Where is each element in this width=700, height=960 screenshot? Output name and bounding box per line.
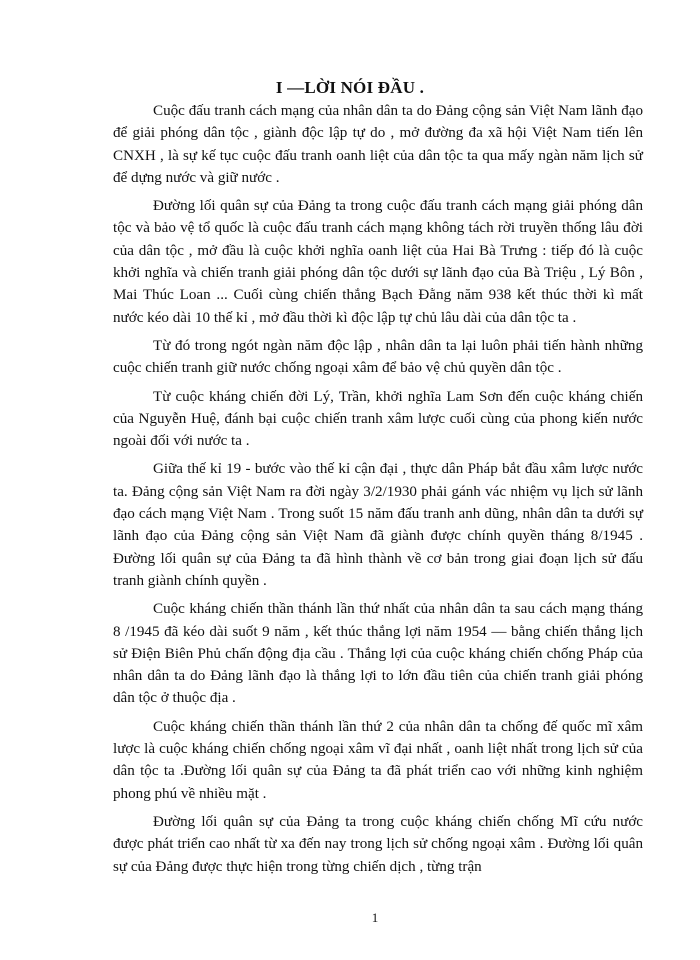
paragraph: Đường lối quân sự của Đảng ta trong cuộc đấu tranh cách mạng giải phóng dân tộc và bảo vệ tổ quốc là cuộc đấu tranh cách mạng không tách rời truyền thống lâu đời của dân tộc , mở đầu là cuộc khởi nghĩa oanh liệt của Hai Bà Trưng : tiếp đó là cuộc khởi nghĩa và chiến tranh giải phóng dân tộc dưới sự lãnh đạo của Bà Triệu , Lý Bôn , Mai Thúc Loan ... Cuối cùng chiến thắng Bạch Đằng năm 938 kết thúc thời kì mất nước kéo dài 10 thế kỉ , mở đầu thời kì độc lập tự chủ lâu dài của dân tộc ta . xyxy=(113,198,643,326)
paragraph: Từ đó trong ngót ngàn năm độc lập , nhân dân ta lại luôn phải tiến hành những cuộc chiến tranh giữ nước chống ngoại xâm để bảo vệ chủ quyền dân tộc . xyxy=(113,337,643,377)
paragraph: Cuộc đấu tranh cách mạng của nhân dân ta do Đảng cộng sản Việt Nam lãnh đạo để giải phóng dân tộc , giành độc lập tự do , mở đường đa xã hội Việt Nam tiến lên CNXH , là sự kế tục cuộc đấu tranh oanh liệt của dân tộc ta qua mấy ngàn năm lịch sử để dựng nước và giữ nước . xyxy=(113,103,643,186)
document-body xyxy=(113,100,643,884)
document-title: I —LỜI NÓI ĐẦU . xyxy=(275,78,425,97)
page-number: 1 xyxy=(371,910,379,925)
paragraph: Từ cuộc kháng chiến đời Lý, Trần, khởi nghĩa Lam Sơn đến cuộc kháng chiến của Nguyễn Huệ, đánh bại cuộc chiến tranh xâm lược cuối cùng của phong kiến nước ngoài đối với nước ta . xyxy=(113,388,643,450)
paragraph: Đường lối quân sự của Đảng ta trong cuộc kháng chiến chống Mĩ cứu nước được phát triển cao nhất từ xa đến nay trong lịch sử chống ngoại xâm . Đường lối quân sự của Đảng được thực hiện trong từng chiến dịch , từng trận xyxy=(113,813,643,875)
paragraph: Cuộc kháng chiến thần thánh lần thứ nhất của nhân dân ta sau cách mạng tháng 8 /1945 đã kéo dài suốt 9 năm , kết thúc thắng lợi năm 1954 — bằng chiến thắng lịch sử Điện Biên Phủ chấn động địa cầu . Thắng lợi của cuộc kháng chiến chống Pháp của nhân dân ta do Đảng lãnh đạo là thắng lợi to lớn đầu tiên của chiến tranh giải phóng dân tộc ở thuộc địa . xyxy=(113,601,643,707)
paragraph: Giữa thế kỉ 19 - bước vào thế kỉ cận đại , thực dân Pháp bắt đầu xâm lược nước ta. Đảng cộng sản Việt Nam ra đời ngày 3/2/1930 phải gánh vác nhiệm vụ lịch sử lãnh đạo cách mạng Việt Nam . Trong suốt 15 năm đấu tranh anh dũng, nhân dân ta dưới sự lãnh đạo của Đảng cộng sản Việt Nam đã giành được chính quyền tháng 8/1945 . Đường lối quân sự của Đảng ta đã hình thành về cơ bản trong giai đoạn lịch sử đấu tranh giành chính quyền . xyxy=(113,461,643,589)
paragraph: Cuộc kháng chiến thần thánh lần thứ 2 của nhân dân ta chống đế quốc mĩ xâm lược là cuộc kháng chiến chống ngoại xâm vĩ đại nhất , oanh liệt nhất trong lịch sử của dân tộc ta .Đường lối quân sự của Đảng ta đã phát triển cao với những kinh nghiệm phong phú về nhiều mặt . xyxy=(113,718,643,802)
